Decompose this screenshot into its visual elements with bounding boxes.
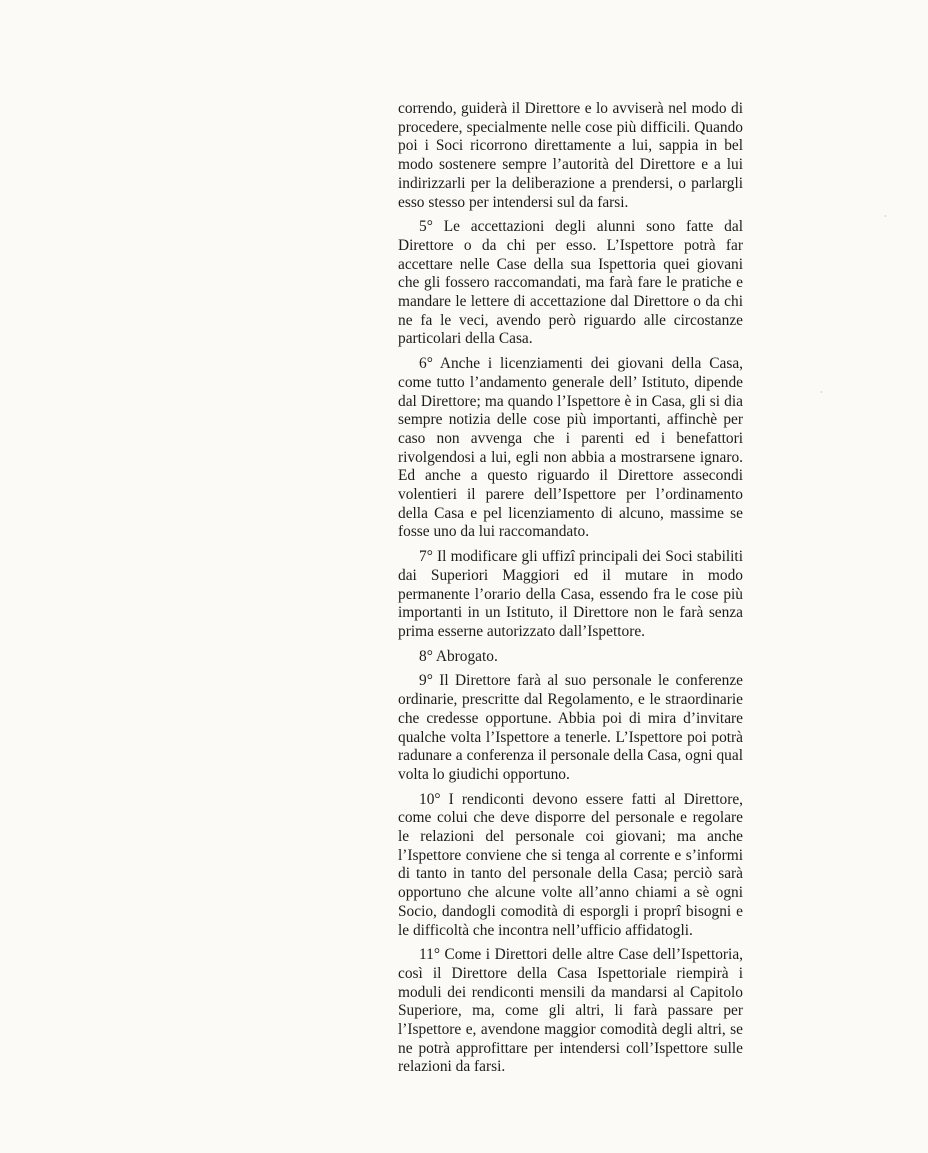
- paragraph-item-6: 6° Anche i licenziamenti dei giovani della Casa, come tutto l’andamento generale dell’ Istituto, dipende dal Direttore; ma quando l’Ispettore è in Casa, gli si dia sempre notizia delle cose più importanti, affinchè per caso non avvenga che i parenti ed i benefattori rivolgendosi a lui, egli non abbia a mostrarsene ignaro. Ed anche a questo riguardo il Direttore assecondi volentieri il parere dell’Ispettore per l’ordinamento della Casa e pel licenziamento di alcuno, massime se fosse uno da lui raccomandato.: [398, 355, 743, 541]
- text-column: [398, 100, 743, 1083]
- scan-speck: ·: [820, 388, 823, 397]
- paragraph-item-7: 7° Il modificare gli uffizî principali dei Soci stabiliti dai Superiori Maggiori ed il mutare in modo permanente l’orario della Casa, essendo fra le cose più importanti in un Istituto, il Direttore non le farà senza prima esserne autorizzato dall’Ispettore.: [398, 548, 743, 640]
- paragraph-item-8: 8° Abrogato.: [419, 647, 498, 665]
- paragraph-item-11: 11° Come i Direttori delle altre Case dell’Ispettoria, così il Direttore della Casa Ispettoriale riempirà i moduli dei rendiconti mensili da mandarsi al Capitolo Superiore, ma, come gli altri, li farà passare per l’Ispettore e, avendone maggior comodità degli altri, se ne potrà approfittare per intendersi coll’Ispettore sulle relazioni da farsi.: [398, 946, 743, 1076]
- scan-speck: ·: [884, 212, 887, 221]
- paragraph-item-10: 10° I rendiconti devono essere fatti al Direttore, come colui che deve disporre del personale e regolare le relazioni del personale coi giovani; ma anche l’Ispettore conviene che si tenga al corrente e s’informi di tanto in tanto del personale della Casa; perciò sarà opportuno che alcune volte all’anno chiami a sè ogni Socio, dandogli comodità di esporgli i proprî bisogni e le difficoltà che incontra nell’ufficio affidatogli.: [398, 790, 743, 939]
- paragraph-item-5: 5° Le accettazioni degli alunni sono fatte dal Direttore o da chi per esso. L’Ispettore potrà far accettare nelle Case della sua Ispettoria quei giovani che gli fossero raccomandati, ma farà fare le pratiche e mandare le lettere di accettazione dal Direttore o da chi ne fa le veci, avendo però riguardo alle circostanze particolari della Casa.: [398, 218, 743, 348]
- paragraph-continuation: correndo, guiderà il Direttore e lo avviserà nel modo di procedere, specialmente nelle cose più difficili. Quando poi i Soci ricorrono direttamente a lui, sappia in bel modo sostenere sempre l’autorità del Direttore e a lui indirizzarli per la deliberazione a prendersi, o parlargli esso stesso per intendersi sul da farsi.: [398, 100, 743, 211]
- paragraph-item-9: 9° Il Direttore farà al suo personale le conferenze ordinarie, prescritte dal Regolamento, e le straordinarie che credesse opportune. Abbia poi di mira d’invitare qualche volta l’Ispettore a tenerle. L’Ispettore poi potrà radunare a conferenza il personale della Casa, ogni qual volta lo giudichi opportuno.: [398, 672, 743, 783]
